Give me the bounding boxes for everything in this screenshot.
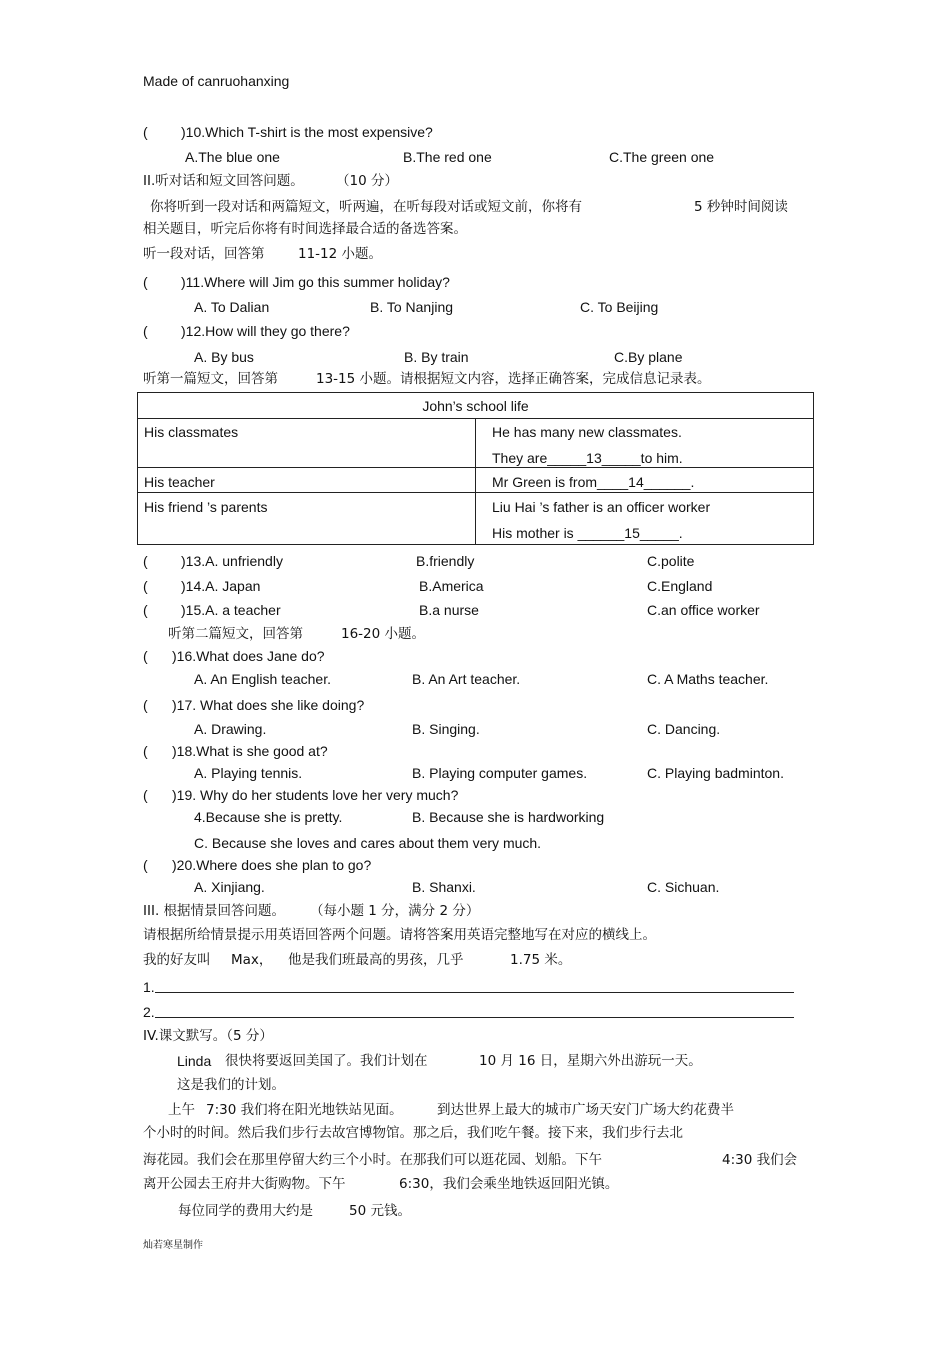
- option-c: C.an office worker: [647, 602, 760, 618]
- option-a: A. By bus: [194, 349, 254, 365]
- answer-blank: (: [143, 553, 148, 569]
- question-stem: )15.A. a teacher: [181, 602, 281, 618]
- option-c: C.The green one: [609, 149, 715, 165]
- option-c: C.England: [647, 578, 713, 594]
- answer-blank: (: [143, 857, 148, 873]
- passage-text: Linda: [177, 1053, 212, 1069]
- option-c: C. Because she loves and cares about them very much.: [194, 835, 542, 851]
- passage-text: 海花园。我们会在那里停留大约三个小时。在那我们可以逛花园、划船。下午: [143, 1152, 602, 1168]
- table-cell-line: Liu Hai ’s father is an officer worker: [492, 499, 711, 515]
- option-b: B. Playing computer games.: [412, 765, 588, 781]
- instruction-text: 5 秒钟时间阅读: [694, 199, 788, 215]
- scenario-text: Max，: [231, 952, 273, 968]
- option-a: 4.Because she is pretty.: [194, 809, 343, 825]
- option-c: C. To Beijing: [580, 299, 659, 315]
- page-footer: 灿若寒星制作: [143, 1240, 203, 1251]
- option-c: C. Playing badminton.: [647, 765, 784, 781]
- passage-text: 50 元钱。: [349, 1203, 411, 1219]
- passage-text: 很快将要返回美国了。我们计划在: [225, 1053, 428, 1069]
- page-header: Made of canruohanxing: [143, 73, 290, 89]
- passage-text: 到达世界上最大的城市广场天安门广场大约花费半: [437, 1102, 734, 1118]
- option-c: C.polite: [647, 553, 695, 569]
- scenario-text: 1.75 米。: [510, 952, 572, 968]
- scenario-text: 我的好友叫: [143, 952, 211, 968]
- option-c: C.By plane: [614, 349, 683, 365]
- option-b: B. Because she is hardworking: [412, 809, 605, 825]
- table-row-label: His classmates: [138, 419, 476, 468]
- question-stem: )12.How will they go there?: [181, 323, 350, 339]
- table-cell-line: His mother is ______15_____.: [492, 525, 683, 541]
- option-b: B. By train: [404, 349, 469, 365]
- option-b: B.friendly: [416, 553, 475, 569]
- answer-line-number: 1.: [143, 979, 155, 995]
- question-stem: )17. What does she like doing?: [172, 697, 365, 713]
- answer-blank: (: [143, 787, 148, 803]
- question-stem: )13.A. unfriendly: [181, 553, 283, 569]
- option-a: A. To Dalian: [194, 299, 270, 315]
- answer-line[interactable]: [155, 992, 794, 993]
- table-row-value: [476, 419, 814, 468]
- option-a: A. Xinjiang.: [194, 879, 265, 895]
- passage-text: 10 月 16 日，星期六外出游玩一天。: [479, 1053, 702, 1069]
- passage-text: 上午: [168, 1102, 195, 1118]
- passage-text: 离开公园去王府井大街购物。下午: [143, 1176, 346, 1192]
- passage-text: 6:30，我们会乘坐地铁返回阳光镇。: [399, 1176, 619, 1192]
- option-a: A. Drawing.: [194, 721, 267, 737]
- option-b: B.America: [419, 578, 484, 594]
- table-row-value: Mr Green is from____14______.: [476, 468, 814, 493]
- answer-line[interactable]: [155, 1017, 794, 1018]
- passage-text: 个小时的时间。然后我们步行去故宫博物馆。那之后，我们吃午餐。接下来，我们步行去北: [143, 1125, 683, 1141]
- answer-line-number: 2.: [143, 1004, 155, 1020]
- answer-blank: (: [143, 274, 148, 290]
- option-b: B.The red one: [403, 149, 492, 165]
- option-a: A.The blue one: [185, 149, 280, 165]
- option-c: C. Sichuan.: [647, 879, 720, 895]
- section-title: IV.课文默写。（5 分）: [143, 1028, 273, 1044]
- instruction-text: 你将听到一段对话和两篇短文，听两遍，在听每段对话或短文前，你将有: [150, 199, 582, 215]
- table-title: John’s school life: [138, 393, 814, 419]
- instruction-text: 请根据所给情景提示用英语回答两个问题。请将答案用英语完整地写在对应的横线上。: [143, 927, 656, 943]
- answer-blank: (: [143, 323, 148, 339]
- part-intro: 听第二篇短文，回答第: [168, 626, 303, 642]
- passage-text: 4:30 我们会: [722, 1152, 798, 1168]
- part-intro: 听第一篇短文，回答第: [143, 371, 278, 387]
- option-b: B.a nurse: [419, 602, 479, 618]
- question-stem: )19. Why do her students love her very much?: [172, 787, 459, 803]
- option-a: A. Playing tennis.: [194, 765, 303, 781]
- option-b: B. Singing.: [412, 721, 480, 737]
- table-row-value: [476, 493, 814, 545]
- question-stem: )20.Where does she plan to go?: [172, 857, 372, 873]
- answer-blank: (: [143, 602, 148, 618]
- question-stem: )11.Where will Jim go this summer holiday?: [181, 274, 450, 290]
- question-stem: )14.A. Japan: [181, 578, 261, 594]
- option-b: B. To Nanjing: [370, 299, 454, 315]
- answer-blank: (: [143, 743, 148, 759]
- answer-blank: (: [143, 124, 148, 140]
- instruction-text: 相关题目，听完后你将有时间选择最合适的备选答案。: [143, 221, 467, 237]
- passage-text: 每位同学的费用大约是: [178, 1203, 313, 1219]
- question-stem: )10.Which T-shirt is the most expensive?: [181, 124, 433, 140]
- option-b: B. An Art teacher.: [412, 671, 521, 687]
- scenario-text: 他是我们班最高的男孩，几乎: [288, 952, 464, 968]
- part-intro: 11-12 小题。: [298, 246, 383, 262]
- section-score: （每小题 1 分，满分 2 分）: [310, 903, 480, 919]
- option-c: C. Dancing.: [647, 721, 721, 737]
- table-cell-line: They are_____13_____to him.: [492, 450, 683, 466]
- answer-blank: (: [143, 697, 148, 713]
- question-stem: )18.What is she good at?: [172, 743, 328, 759]
- table-row-label: His teacher: [138, 468, 476, 493]
- passage-text: 这是我们的计划。: [177, 1077, 285, 1093]
- option-b: B. Shanxi.: [412, 879, 476, 895]
- answer-blank: (: [143, 648, 148, 664]
- option-a: A. An English teacher.: [194, 671, 331, 687]
- part-intro: 听一段对话，回答第: [143, 246, 265, 262]
- part-intro: 16-20 小题。: [341, 626, 426, 642]
- question-stem: )16.What does Jane do?: [172, 648, 325, 664]
- option-c: C. A Maths teacher.: [647, 671, 769, 687]
- section-title: II.听对话和短文回答问题。: [143, 173, 304, 189]
- section-score: （10 分）: [336, 173, 398, 189]
- section-title: III. 根据情景回答问题。: [143, 903, 286, 919]
- table-cell-line: He has many new classmates.: [492, 424, 682, 440]
- part-intro: 13-15 小题。请根据短文内容，选择正确答案，完成信息记录表。: [316, 371, 711, 387]
- answer-blank: (: [143, 578, 148, 594]
- table-row-label: His friend ’s parents: [138, 493, 476, 545]
- passage-text: 7:30 我们将在阳光地铁站见面。: [206, 1102, 403, 1118]
- info-record-table: [137, 392, 814, 545]
